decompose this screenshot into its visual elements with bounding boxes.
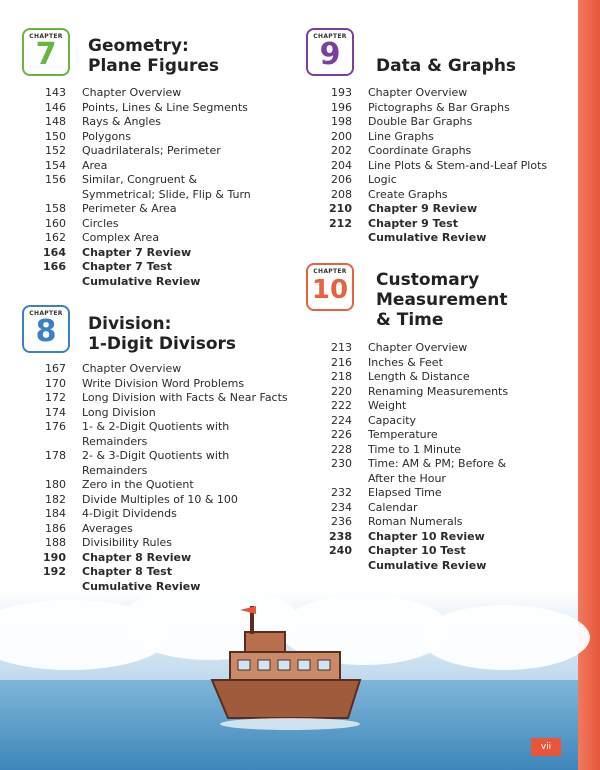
title-line: Customary: [376, 270, 480, 290]
chapter-7-title: [88, 36, 219, 76]
chapter-number: 8: [35, 314, 57, 349]
page-edge-stripe: [578, 0, 600, 770]
chapter-label: CHAPTER: [313, 268, 347, 275]
workbook-page: CHAPTER 7 Geometry: Plane Figures 143 Chapter Overview 146 Points, Lines & Line Segments 148 Rays & Angles 150 Polygons 152 Quadrilaterals; Perimeter 154 Area 156 Similar, Congruent & Symmetrical; Slide, Flip & Turn 158 Perimeter & Area 160 Circles 162 Complex Area 164 Chapter 7 Review 166 Chapter 7 Test Cumulative Review CHAPTER 8 Division: 1-Digit Divisors 167 Chapter Overview 170 Write Division Word Problems 172 Long Division with Facts & Near Facts 174 Long Division 176 1- & 2-Digit Quotients with Remainders 178 2- & 3-Digit Quotients with Remainders 180 Zero in the Quotient 182 Divide Multiples of 10 & 100 184 4-Digit Dividends 186 Averages 188 Divisibility Rules 190 Chapter 8 Review 192 Chapter 8 Test Cumulative Review CHAPTER 9 Data & Graphs 193 Chapter Overview 196 Pictographs & Bar Graphs 198 Double Bar Graphs 200 Line Graphs 202 Coordinate Graphs 204 Line Plots & Stem-and-Leaf Plots 206 Logic 208 Create Graphs 210 Chapter 9 Review 212 Chapter 9 Test Cumulative Review CHAPTER 10 Customary Measurement & Time 213 Chapter Overview 216 Inches & Feet 218 Length & Distance 220 Renaming Measurements 222 Weight 224 Capacity 226 Temperature 228 Time to 1 Minute 230 Time: AM & PM; Before & After the Hour 232 Elapsed Time 234 Calendar 236 Roman Numerals 238 Chapter 10 Review 240 Chapter 10 Test Cumulative Review vii: [0, 0, 600, 770]
chapter-10-title: [376, 270, 508, 330]
cloud: [420, 605, 590, 670]
title-line: & Time: [376, 310, 444, 330]
chapter-8-title: [88, 314, 236, 354]
chapter-label: CHAPTER: [29, 33, 63, 40]
chapter-9-title: [376, 56, 516, 76]
boat-illustration: [200, 600, 370, 740]
chapter-10-badge: [306, 263, 354, 311]
chapter-label: CHAPTER: [29, 310, 63, 317]
chapter-number: 7: [35, 37, 57, 72]
chapter-8-badge: [22, 305, 70, 353]
title-line: Geometry:: [88, 36, 189, 56]
chapter-7-badge: [22, 28, 70, 76]
title-line: Measurement: [376, 290, 508, 310]
chapter-9-badge: [306, 28, 354, 76]
title-line: Division:: [88, 314, 172, 334]
title-line: 1-Digit Divisors: [88, 334, 237, 354]
title-line: Data & Graphs: [376, 56, 517, 76]
chapter-number: 9: [319, 37, 341, 72]
chapter-label: CHAPTER: [313, 33, 347, 40]
page-number: vii: [531, 738, 561, 756]
chapter-number: 10: [311, 275, 349, 305]
title-line: Plane Figures: [88, 56, 220, 76]
